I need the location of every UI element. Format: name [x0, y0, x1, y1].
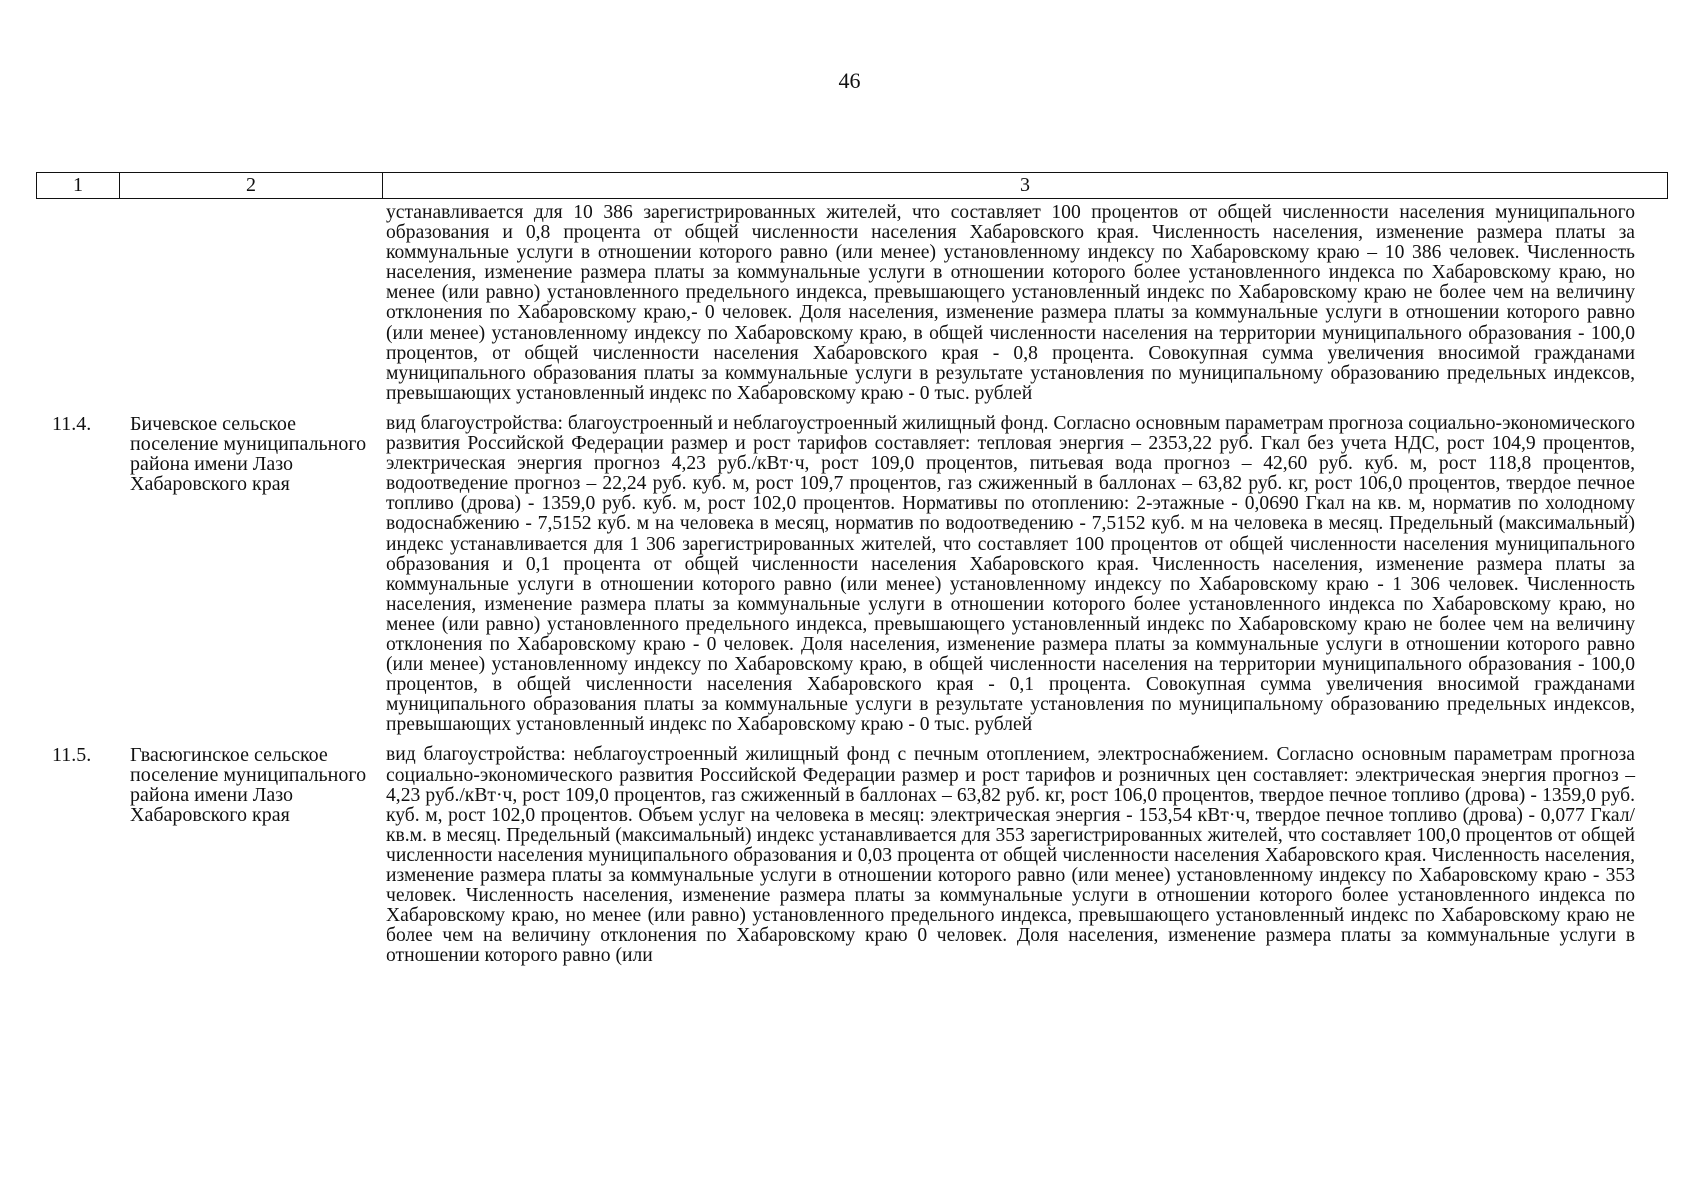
municipality-name	[118, 203, 380, 404]
row-description: вид благоустройства: неблагоустроенный жилищный фонд с печным отоплением, электроснабжением. Согласно основным параметрам прогноза социально-экономического развития Российской Федерации размер и рост тарифов и розничных цен составляет: электрическая энергия прогноз – 4,23 руб./кВт·ч, рост 109,0 процентов, газ сжиженный в баллонах – 63,82 руб. кг, рост 106,0 процентов, твердое печное топливо (дрова) - 1359,0 руб. куб. м, рост 102,0 процентов. Объем услуг на человека в месяц: электрическая энергия - 153,54 кВт·ч, твердое печное топливо (дрова) - 0,077 Гкал/кв.м. в месяц. Предельный (максимальный) индекс устанавливается для 353 зарегистрированных жителей, что составляет 100,0 процентов от общей численности населения муниципального образования и 0,03 процента от общей численности населения Хабаровского края. Численность населения, изменение размера платы за коммунальные услуги в отношении которого равно (или менее) установленному индексу по Хабаровскому краю - 353 человек. Численность населения, изменение размера платы за коммунальные услуги в отношении которого более установленного индекса по Хабаровскому краю, но менее (или равно) установленного предельного индекса, превышающего установленный индекс по Хабаровскому краю не более чем на величину отклонения по Хабаровскому краю 0 человек. Доля населения, изменение размера платы за коммунальные услуги в отношении которого равно (или	[386, 744, 1635, 967]
municipality-name: Бичевское сельское поселение муниципального района имени Лазо Хабаровского края	[130, 412, 367, 495]
page-number: 46	[838, 68, 861, 93]
row-number	[36, 203, 118, 404]
column-header-1: 1	[37, 173, 120, 199]
row-description: вид благоустройства: благоустроенный и неблагоустроенный жилищный фонд. Согласно основным параметрам прогноза социально-экономического развития Российской Федерации размер и рост тарифов составляет: тепловая энергия – 2353,22 руб. Гкал без учета НДС, рост 104,9 процентов, электрическая энергия прогноз 4,23 руб./кВт·ч, рост 109,0 процентов, питьевая вода прогноз – 42,60 руб. куб. м, рост 118,8 процентов, водоотведение прогноз – 22,24 руб. куб. м, рост 109,7 процентов, газ сжиженный в баллонах – 63,82 руб. кг, рост 106,0 процентов, твердое печное топливо (дрова) - 1359,0 руб. куб. м, рост 102,0 процентов. Нормативы по отоплению: 2-этажные - 0,0690 Гкал на кв. м, норматив по холодному водоснабжению - 7,5152 куб. м на человека в месяц, норматив по водоотведению - 7,5152 куб. м на человека в месяц. Предельный (максимальный) индекс устанавливается для 1 306 зарегистрированных жителей, что составляет 100 процентов от общей численности населения муниципального образования и 0,1 процента от общей численности населения Хабаровского края. Численность населения, изменение размера платы за коммунальные услуги в отношении которого равно (или менее) установленному индексу по Хабаровскому краю - 1 306 человек. Численность населения, изменение размера платы за коммунальные услуги в отношении которого более установленного индекса по Хабаровскому краю, но менее (или равно) установленного предельного индекса, превышающего установленный индекс по Хабаровскому краю не более чем на величину отклонения по Хабаровскому краю - 0 человек. Доля населения, изменение размера платы за коммунальные услуги в отношении которого равно (или менее) установленному индексу по Хабаровскому краю, в общей численности населения на территории муниципального образования - 100,0 процентов, в общей численности населения Хабаровского края - 0,1 процента. Совокупная сумма увеличения вносимой гражданами муниципального образования платы за коммунальные услуги в результате установления по муниципальному образованию предельных индексов, превышающих установленный индекс по Хабаровскому краю - 0 тыс. рублей	[386, 412, 1635, 736]
column-header-2: 2	[120, 173, 383, 199]
table-row	[36, 414, 1668, 736]
table-row	[36, 203, 1668, 404]
column-header-table	[36, 172, 1668, 199]
table-body	[36, 203, 1668, 966]
row-description: устанавливается для 10 386 зарегистрированных жителей, что составляет 100 процентов от общей численности населения муниципального образования и 0,8 процента от общей численности населения Хабаровского края. Численность населения, изменение размера платы за коммунальные услуги в отношении которого равно (или менее) установленному индексу по Хабаровскому краю – 10 386 человек. Численность населения, изменение размера платы за коммунальные услуги в отношении которого более установленного индекса по Хабаровскому краю, но менее (или равно) установленного предельного индекса, превышающего установленный индекс по Хабаровскому краю не более чем на величину отклонения по Хабаровскому краю,- 0 человек. Доля населения, изменение размера платы за коммунальные услуги в отношении которого равно (или менее) установленному индексу по Хабаровскому краю, в общей численности населения на территории муниципального образования - 100,0 процентов, от общей численности населения Хабаровского края - 0,8 процента. Совокупная сумма увеличения вносимой гражданами муниципального образования платы за коммунальные услуги в результате установления по муниципальному образованию предельных индексов, превышающих установленный индекс по Хабаровскому краю - 0 тыс. рублей	[386, 202, 1635, 404]
row-number: 11.5.	[52, 744, 92, 767]
row-number: 11.4.	[52, 412, 92, 435]
column-header-row	[37, 173, 1668, 199]
column-header-3: 3	[383, 173, 1668, 199]
table-row	[36, 745, 1668, 966]
municipality-name: Гвасюгинское сельское поселение муниципального района имени Лазо Хабаровского края	[130, 744, 367, 827]
